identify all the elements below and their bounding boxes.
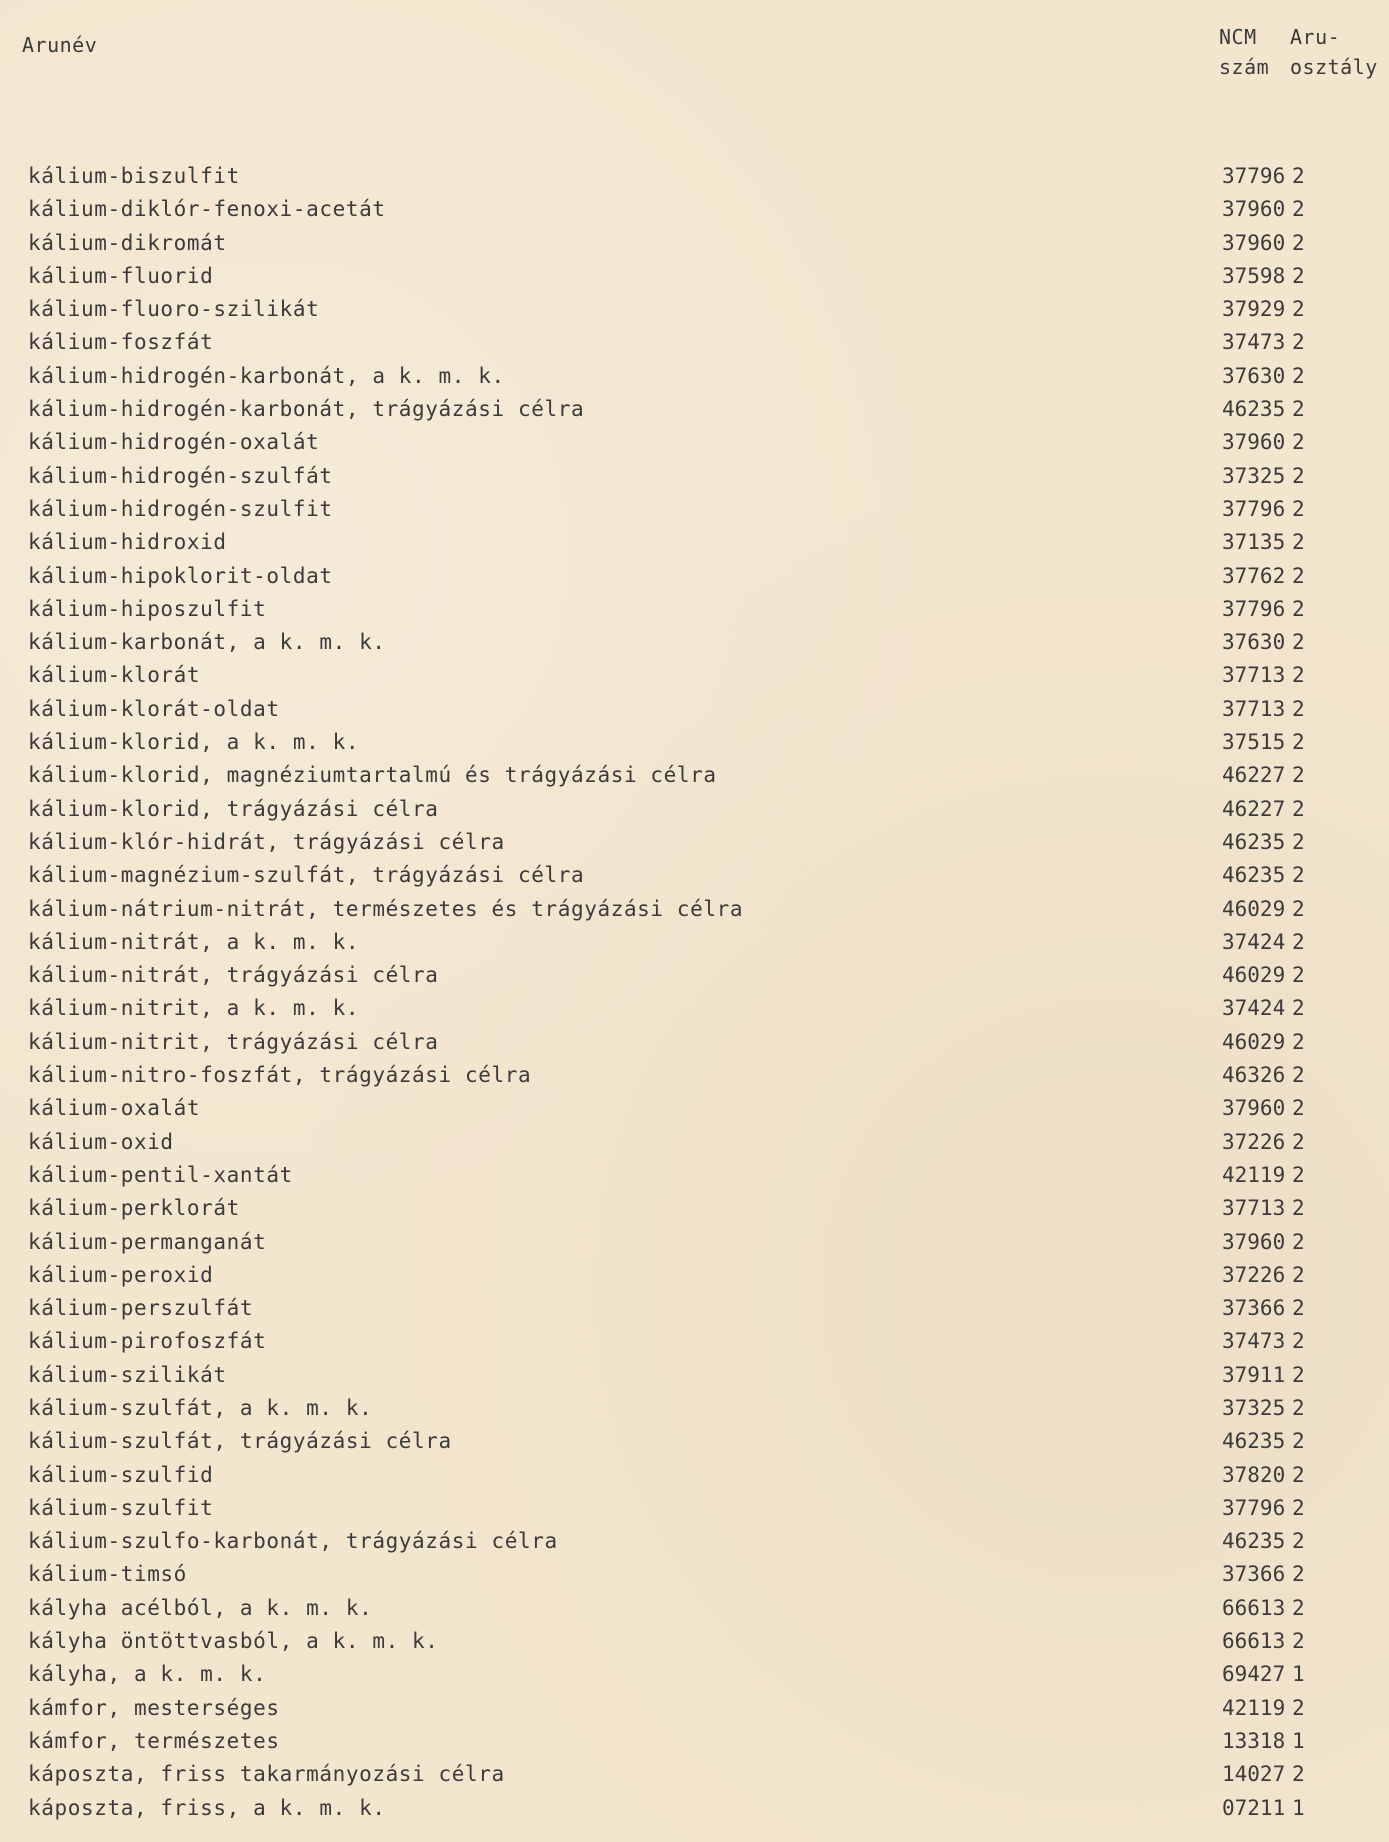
list-item	[0, 1292, 1389, 1325]
list-item	[0, 1092, 1389, 1125]
item-ncm-number: 46029	[1222, 896, 1286, 921]
item-goods-class: 2	[1292, 397, 1305, 422]
list-item	[0, 626, 1389, 659]
item-ncm-number: 37226	[1222, 1129, 1286, 1154]
item-name: káposzta, friss takarmányozási célra	[28, 1762, 505, 1787]
item-ncm-number: 37473	[1222, 330, 1286, 355]
list-item	[0, 1459, 1389, 1492]
item-goods-class: 2	[1292, 530, 1305, 555]
item-ncm-number: 37366	[1222, 1296, 1286, 1321]
list-item	[0, 1592, 1389, 1625]
item-ncm-number: 46326	[1222, 1063, 1286, 1088]
item-name: kálium-szulfit	[28, 1495, 214, 1520]
item-name: kálium-oxalát	[28, 1096, 201, 1121]
item-name: kálium-klorát-oldat	[28, 696, 280, 721]
item-goods-class: 2	[1292, 763, 1305, 788]
item-ncm-number: 37713	[1222, 1196, 1286, 1221]
item-name: kálium-szulfát, a k. m. k.	[28, 1395, 373, 1420]
column-header-name	[22, 30, 97, 60]
list-item	[0, 1725, 1389, 1758]
item-name: kálium-diklór-fenoxi-acetát	[28, 197, 386, 222]
item-goods-class: 2	[1292, 1162, 1305, 1187]
item-name: kálium-hidrogén-oxalát	[28, 430, 320, 455]
item-goods-class: 2	[1292, 1429, 1305, 1454]
item-goods-class: 2	[1292, 297, 1305, 322]
list-item	[0, 1159, 1389, 1192]
item-goods-class: 2	[1292, 1762, 1305, 1787]
item-ncm-number: 37325	[1222, 1395, 1286, 1420]
item-goods-class: 2	[1292, 1562, 1305, 1587]
item-name: kálium-klorát	[28, 663, 201, 688]
item-goods-class: 2	[1292, 1196, 1305, 1221]
item-name: kálium-hidrogén-szulfit	[28, 496, 333, 521]
item-ncm-number: 46227	[1222, 796, 1286, 821]
item-goods-class: 2	[1292, 1362, 1305, 1387]
item-goods-class: 2	[1292, 1695, 1305, 1720]
item-goods-class: 2	[1292, 796, 1305, 821]
item-goods-class: 2	[1292, 1096, 1305, 1121]
item-name: kályha acélból, a k. m. k.	[28, 1595, 373, 1620]
list-item	[0, 826, 1389, 859]
item-name: kálium-hidrogén-karbonát, trágyázási célra	[28, 397, 585, 422]
list-item	[0, 759, 1389, 792]
column-header-class	[1290, 22, 1385, 82]
item-name: kálium-fluoro-szilikát	[28, 297, 320, 322]
list-item	[0, 1325, 1389, 1358]
column-header-ncm-line1: NCM	[1219, 25, 1257, 49]
item-ncm-number: 42119	[1222, 1162, 1286, 1187]
item-name: kálium-klór-hidrát, trágyázási célra	[28, 829, 505, 854]
item-ncm-number: 37713	[1222, 663, 1286, 688]
item-ncm-number: 37960	[1222, 230, 1286, 255]
list-item	[0, 859, 1389, 892]
item-name: kálium-klorid, a k. m. k.	[28, 730, 360, 755]
item-goods-class: 1	[1292, 1795, 1305, 1820]
list-item	[0, 1558, 1389, 1591]
item-name: kálium-nitrát, trágyázási célra	[28, 963, 439, 988]
item-goods-class: 2	[1292, 496, 1305, 521]
item-ncm-number: 37424	[1222, 929, 1286, 954]
item-name: kálium-fluorid	[28, 263, 214, 288]
item-name: kálium-dikromát	[28, 230, 227, 255]
list-item	[0, 526, 1389, 559]
list-item	[0, 1126, 1389, 1159]
item-name: kálium-timsó	[28, 1562, 187, 1587]
item-ncm-number: 42119	[1222, 1695, 1286, 1720]
item-goods-class: 2	[1292, 730, 1305, 755]
item-ncm-number: 46235	[1222, 863, 1286, 888]
item-name: kályha, a k. m. k.	[28, 1662, 267, 1687]
item-ncm-number: 37598	[1222, 263, 1286, 288]
item-ncm-number: 37796	[1222, 496, 1286, 521]
list-item	[0, 227, 1389, 260]
item-name: kálium-nitrát, a k. m. k.	[28, 929, 360, 954]
list-item	[0, 1625, 1389, 1658]
column-header-name-label: Arunév	[22, 33, 98, 57]
item-goods-class: 2	[1292, 630, 1305, 655]
item-goods-class: 1	[1292, 1728, 1305, 1753]
item-ncm-number: 37929	[1222, 297, 1286, 322]
item-name: kálium-klorid, magnéziumtartalmú és trágyázási célra	[28, 763, 717, 788]
item-ncm-number: 14027	[1222, 1762, 1286, 1787]
item-ncm-number: 37796	[1222, 596, 1286, 621]
item-name: kálium-nitro-foszfát, trágyázási célra	[28, 1063, 532, 1088]
item-ncm-number: 46235	[1222, 1429, 1286, 1454]
item-goods-class: 2	[1292, 996, 1305, 1021]
item-name: kálium-foszfát	[28, 330, 214, 355]
list-item	[0, 1392, 1389, 1425]
item-ncm-number: 37473	[1222, 1329, 1286, 1354]
list-item	[0, 293, 1389, 326]
list-item	[0, 326, 1389, 359]
list-item	[0, 393, 1389, 426]
list-item	[0, 1492, 1389, 1525]
list-item	[0, 360, 1389, 393]
item-ncm-number: 46227	[1222, 763, 1286, 788]
item-ncm-number: 37960	[1222, 430, 1286, 455]
list-item	[0, 793, 1389, 826]
item-ncm-number: 37713	[1222, 696, 1286, 721]
goods-list	[0, 160, 1389, 1825]
list-item	[0, 1692, 1389, 1725]
item-goods-class: 2	[1292, 1495, 1305, 1520]
item-goods-class: 2	[1292, 430, 1305, 455]
list-item	[0, 1792, 1389, 1825]
item-ncm-number: 37226	[1222, 1262, 1286, 1287]
item-name: kálium-nátrium-nitrát, természetes és trágyázási célra	[28, 896, 744, 921]
list-item	[0, 926, 1389, 959]
item-goods-class: 2	[1292, 596, 1305, 621]
item-ncm-number: 37630	[1222, 363, 1286, 388]
item-ncm-number: 37820	[1222, 1462, 1286, 1487]
item-goods-class: 2	[1292, 1329, 1305, 1354]
item-ncm-number: 46235	[1222, 1529, 1286, 1554]
list-item	[0, 260, 1389, 293]
item-name: kálium-pirofoszfát	[28, 1329, 267, 1354]
list-item	[0, 1525, 1389, 1558]
item-ncm-number: 37796	[1222, 1495, 1286, 1520]
list-item	[0, 659, 1389, 692]
item-goods-class: 2	[1292, 197, 1305, 222]
item-goods-class: 2	[1292, 1229, 1305, 1254]
item-name: kálium-nitrit, a k. m. k.	[28, 996, 360, 1021]
list-item	[0, 460, 1389, 493]
item-ncm-number: 07211	[1222, 1795, 1286, 1820]
item-name: kálium-permanganát	[28, 1229, 267, 1254]
item-goods-class: 2	[1292, 1595, 1305, 1620]
item-goods-class: 2	[1292, 663, 1305, 688]
list-item	[0, 1226, 1389, 1259]
item-goods-class: 2	[1292, 563, 1305, 588]
item-name: kálium-oxid	[28, 1129, 174, 1154]
item-ncm-number: 37325	[1222, 463, 1286, 488]
item-name: kálium-nitrit, trágyázási célra	[28, 1029, 439, 1054]
item-name: kályha öntöttvasból, a k. m. k.	[28, 1629, 439, 1654]
item-name: kálium-klorid, trágyázási célra	[28, 796, 439, 821]
list-item	[0, 1758, 1389, 1791]
list-item	[0, 593, 1389, 626]
list-item	[0, 1658, 1389, 1691]
item-ncm-number: 69427	[1222, 1662, 1286, 1687]
item-ncm-number: 37960	[1222, 1096, 1286, 1121]
item-goods-class: 2	[1292, 696, 1305, 721]
item-ncm-number: 37630	[1222, 630, 1286, 655]
item-goods-class: 2	[1292, 896, 1305, 921]
item-goods-class: 2	[1292, 1262, 1305, 1287]
item-goods-class: 2	[1292, 1462, 1305, 1487]
item-name: káposzta, friss, a k. m. k.	[28, 1795, 386, 1820]
item-name: kálium-magnézium-szulfát, trágyázási célra	[28, 863, 585, 888]
item-ncm-number: 37366	[1222, 1562, 1286, 1587]
item-goods-class: 2	[1292, 463, 1305, 488]
list-item	[0, 893, 1389, 926]
item-name: kálium-szulfo-karbonát, trágyázási célra	[28, 1529, 558, 1554]
list-item	[0, 959, 1389, 992]
item-ncm-number: 37762	[1222, 563, 1286, 588]
list-item	[0, 693, 1389, 726]
list-item	[0, 193, 1389, 226]
item-ncm-number: 37960	[1222, 197, 1286, 222]
item-goods-class: 2	[1292, 164, 1305, 188]
list-item	[0, 1425, 1389, 1458]
item-ncm-number: 13318	[1222, 1728, 1286, 1753]
item-name: kálium-hiposzulfit	[28, 596, 267, 621]
item-name: kálium-pentil-xantát	[28, 1162, 293, 1187]
item-goods-class: 2	[1292, 1129, 1305, 1154]
item-ncm-number: 37960	[1222, 1229, 1286, 1254]
item-goods-class: 2	[1292, 1629, 1305, 1654]
list-item	[0, 1359, 1389, 1392]
item-ncm-number: 46029	[1222, 1029, 1286, 1054]
item-ncm-number: 37135	[1222, 530, 1286, 555]
column-header-class-line1: Aru-	[1290, 25, 1341, 49]
item-goods-class: 2	[1292, 230, 1305, 255]
list-item	[0, 560, 1389, 593]
item-name: kálium-szulfát, trágyázási célra	[28, 1429, 452, 1454]
item-name: kálium-biszulfit	[28, 164, 240, 188]
item-ncm-number: 37515	[1222, 730, 1286, 755]
list-item	[0, 1259, 1389, 1292]
column-header-class-line2: osztály	[1290, 55, 1378, 79]
item-goods-class: 2	[1292, 263, 1305, 288]
list-item	[0, 992, 1389, 1025]
item-goods-class: 2	[1292, 963, 1305, 988]
item-ncm-number: 46029	[1222, 963, 1286, 988]
item-goods-class: 2	[1292, 863, 1305, 888]
list-item	[0, 1192, 1389, 1225]
list-item	[0, 160, 1389, 193]
item-goods-class: 2	[1292, 363, 1305, 388]
item-goods-class: 2	[1292, 1395, 1305, 1420]
item-ncm-number: 37796	[1222, 164, 1286, 188]
item-ncm-number: 46235	[1222, 829, 1286, 854]
list-item	[0, 426, 1389, 459]
item-name: kálium-perklorát	[28, 1196, 240, 1221]
item-name: kálium-perszulfát	[28, 1296, 254, 1321]
column-header-ncm	[1219, 22, 1281, 82]
item-ncm-number: 37424	[1222, 996, 1286, 1021]
list-item	[0, 493, 1389, 526]
item-name: kálium-szilikát	[28, 1362, 227, 1387]
item-goods-class: 1	[1292, 1662, 1305, 1687]
item-goods-class: 2	[1292, 1529, 1305, 1554]
item-name: kámfor, mesterséges	[28, 1695, 280, 1720]
list-item	[0, 1059, 1389, 1092]
item-goods-class: 2	[1292, 1029, 1305, 1054]
list-item	[0, 726, 1389, 759]
item-name: kálium-karbonát, a k. m. k.	[28, 630, 386, 655]
item-name: kálium-hipoklorit-oldat	[28, 563, 333, 588]
item-ncm-number: 66613	[1222, 1595, 1286, 1620]
column-header-ncm-line2: szám	[1219, 55, 1270, 79]
item-goods-class: 2	[1292, 330, 1305, 355]
item-ncm-number: 37911	[1222, 1362, 1286, 1387]
item-goods-class: 2	[1292, 929, 1305, 954]
item-name: kálium-hidrogén-szulfát	[28, 463, 333, 488]
item-goods-class: 2	[1292, 1063, 1305, 1088]
item-name: kálium-hidrogén-karbonát, a k. m. k.	[28, 363, 505, 388]
item-ncm-number: 66613	[1222, 1629, 1286, 1654]
item-name: kálium-szulfid	[28, 1462, 214, 1487]
item-name: kámfor, természetes	[28, 1728, 280, 1753]
item-name: kálium-hidroxid	[28, 530, 227, 555]
list-item	[0, 1026, 1389, 1059]
item-goods-class: 2	[1292, 1296, 1305, 1321]
item-ncm-number: 46235	[1222, 397, 1286, 422]
item-name: kálium-peroxid	[28, 1262, 214, 1287]
item-goods-class: 2	[1292, 829, 1305, 854]
